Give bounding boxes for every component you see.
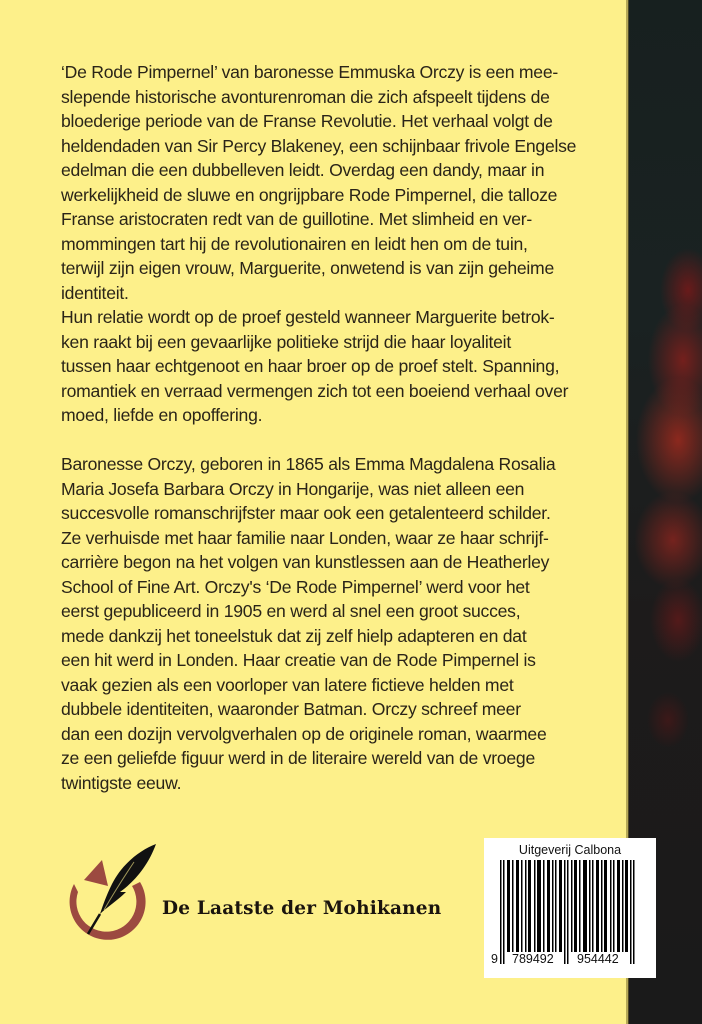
paragraph-gap [61, 428, 616, 453]
blurb-line: slepende historische avonturenroman die zich afspeelt tijdens de [61, 86, 550, 107]
blurb-line: bloederige periode van de Franse Revolutie. Het verhaal volgt de [61, 111, 553, 131]
quill-circle-arrow-icon [60, 842, 160, 947]
blurb-line: dubbele identiteiten, waaronder Batman. Orczy schreef meer [61, 699, 521, 719]
barcode-digit-lead: 9 [491, 952, 498, 966]
blurb-line: succesvolle romanschrijfster maar ook een getalenteerd schilder. [61, 503, 551, 523]
isbn-barcode [484, 838, 656, 978]
blurb-line: Baronesse Orczy, geboren in 1865 als Emma Magdalena Rosalia [61, 454, 556, 474]
blurb-line: Maria Josefa Barbara Orczy in Hongarije, was niet alleen een [61, 478, 525, 499]
blurb-paragraph-2 [61, 305, 616, 428]
blurb-line: ken raakt bij een gevaarlijke politieke strijd die haar loyaliteit [61, 331, 511, 352]
blurb-paragraph-3 [61, 452, 616, 795]
blurb-line: ze een geliefde figuur werd in de literaire wereld van de vroege [61, 748, 535, 768]
blurb-line: ‘De Rode Pimpernel’ van baronesse Emmuska Orczy is een mee- [61, 62, 558, 82]
blurb-line: Ze verhuisde met haar familie naar Londen, waar ze haar schrijf- [61, 527, 549, 548]
blurb-line: een hit werd in Londen. Haar creatie van de Rode Pimpernel is [61, 650, 536, 670]
blurb-line: mommingen tart hij de revolutionairen en leidt hen om de tuin, [61, 233, 528, 254]
blurb-line: tussen haar echtgenoot en haar broer op de proef stelt. Spanning, [61, 356, 560, 376]
blurb-line: Franse aristocraten redt van de guillotine. Met slimheid en ver- [61, 209, 532, 229]
blurb-line: twintigste eeuw. [61, 772, 182, 793]
blurb-line: heldendaden van Sir Percy Blakeney, een schijnbaar frivole Engelse [61, 135, 577, 156]
barcode-bars [492, 860, 644, 964]
blurb-line: vaak gezien als een voorloper van latere fictieve helden met [61, 674, 514, 695]
blurb-paragraph-1 [61, 60, 616, 305]
blurb-line: edelman die een dubbelleven leidt. Overdag een dandy, maar in [61, 160, 545, 180]
blurb-line: moed, liefde en opoffering. [61, 405, 263, 425]
blurb-line: dan een dozijn vervolgverhalen op de originele roman, waarmee [61, 723, 547, 744]
barcode-digits-left: 789492 [512, 952, 554, 966]
blurb-line: eerst gepubliceerd in 1905 en werd al snel een groot succes, [61, 601, 521, 621]
blurb-line: carrière begon na het volgen van kunstlessen aan de Heatherley [61, 552, 550, 572]
barcode-digits-right: 954442 [577, 952, 619, 966]
blurb-line: werkelijkheid de sluwe en ongrijpbare Rode Pimpernel, die talloze [61, 184, 558, 205]
series-title: De Laatste der Mohikanen [162, 898, 442, 919]
blurb-line: romantiek en verraad vermengen zich tot een boeiend verhaal over [61, 380, 569, 401]
blurb-line: identiteit. [61, 282, 129, 303]
blurb-line: mede dankzij het toneelstuk dat zij zelf hielp adapteren en dat [61, 625, 527, 646]
blurb-line: terwijl zijn eigen vrouw, Marguerite, onwetend is van zijn geheime [61, 258, 554, 278]
blurb-line: School of Fine Art. Orczy's ‘De Rode Pimpernel’ werd voor het [61, 576, 530, 597]
blurb-line: Hun relatie wordt op de proef gesteld wanneer Marguerite betrok- [61, 307, 555, 327]
blurb [61, 60, 616, 795]
barcode-publisher: Uitgeverij Calbona [518, 843, 622, 857]
